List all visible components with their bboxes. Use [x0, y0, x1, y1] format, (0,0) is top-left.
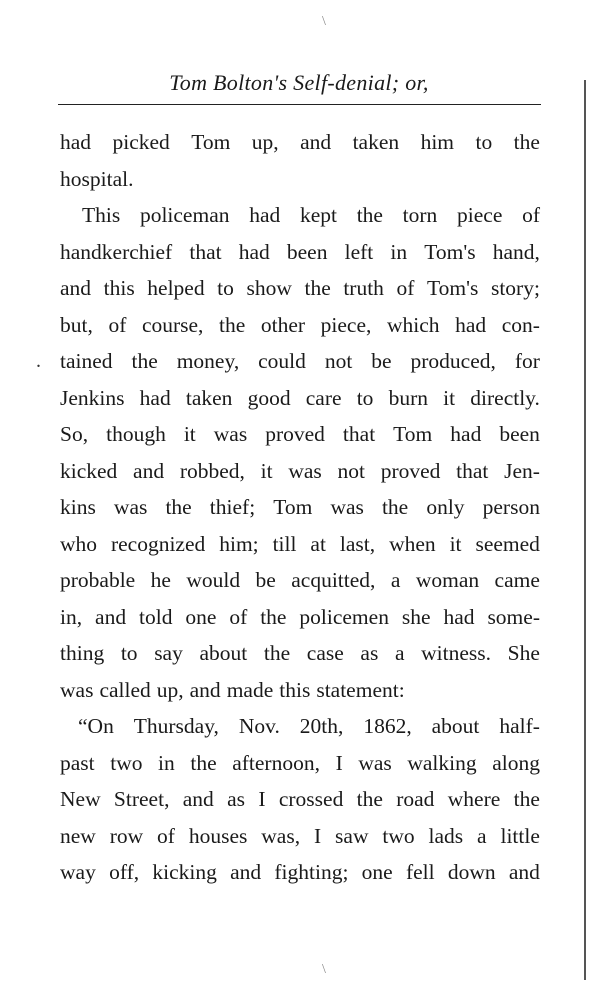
- word: person: [482, 495, 540, 519]
- word: a: [477, 823, 487, 848]
- text-line: [60, 489, 540, 526]
- word: I: [335, 750, 343, 775]
- word: she: [401, 604, 431, 629]
- word: other: [260, 312, 306, 337]
- word: when: [389, 531, 436, 556]
- word: this: [279, 677, 311, 702]
- word: Tom: [273, 495, 313, 519]
- word: could: [258, 349, 306, 373]
- word: had: [249, 203, 281, 227]
- bottom-margin-mark: \: [322, 962, 326, 977]
- word: burn: [388, 385, 428, 410]
- word: probable: [60, 568, 136, 592]
- text-line: [60, 380, 540, 417]
- text-line: [60, 818, 540, 855]
- word: woman: [415, 568, 480, 592]
- word: seemed: [475, 531, 540, 556]
- text-line: [60, 453, 540, 490]
- word: good: [247, 385, 291, 410]
- word: would: [186, 568, 241, 592]
- word: 20th,: [299, 714, 344, 738]
- word: witness.: [421, 641, 492, 665]
- word: kicked: [60, 458, 118, 483]
- word: to: [356, 385, 374, 410]
- word: way: [60, 860, 96, 884]
- word: about: [199, 641, 248, 665]
- text-line: [60, 854, 540, 891]
- word: in: [390, 239, 408, 264]
- left-margin-dot: .: [36, 350, 41, 372]
- word: to: [475, 130, 493, 154]
- word: which: [386, 312, 440, 337]
- word: row: [109, 823, 144, 848]
- word: had: [450, 422, 482, 446]
- word: and: [230, 860, 262, 884]
- word: robbed,: [179, 458, 245, 483]
- word: half-: [499, 714, 540, 738]
- word: as: [360, 641, 379, 665]
- word: saw: [335, 823, 369, 848]
- word: last,: [339, 531, 376, 556]
- word: recognized: [110, 531, 206, 556]
- word: the: [513, 130, 540, 154]
- word: about: [431, 714, 480, 738]
- word: him;: [219, 531, 259, 556]
- word: had: [60, 130, 92, 154]
- word: of: [522, 203, 540, 227]
- word: “On: [78, 714, 114, 738]
- word: course,: [141, 312, 204, 337]
- word: and: [133, 458, 165, 483]
- word: not: [324, 349, 353, 373]
- word: it: [449, 531, 462, 556]
- word: to: [120, 641, 138, 665]
- text-line: [60, 416, 540, 453]
- word: show: [246, 276, 292, 300]
- word: at: [310, 531, 326, 556]
- word: thief;: [209, 495, 256, 519]
- word: care: [305, 385, 342, 410]
- word: up,: [156, 677, 184, 702]
- word: the: [356, 787, 383, 811]
- word: the: [356, 203, 383, 227]
- word: to: [217, 276, 234, 300]
- word: down: [447, 860, 496, 884]
- word: made: [226, 677, 274, 702]
- word: came: [494, 568, 540, 592]
- word: but,: [60, 312, 93, 337]
- word: some-: [487, 604, 540, 629]
- word: the: [263, 641, 291, 665]
- word: and: [95, 604, 127, 629]
- header-rule: [58, 104, 541, 105]
- word: taken: [185, 385, 233, 410]
- word: was: [288, 458, 322, 483]
- word: been: [286, 239, 328, 264]
- word: hand,: [492, 239, 540, 264]
- word: was: [330, 495, 364, 519]
- word: up,: [251, 130, 279, 154]
- word: one: [185, 604, 217, 629]
- word: the: [513, 787, 540, 811]
- word: a: [394, 641, 405, 665]
- text-line: [60, 161, 540, 198]
- word: two: [110, 750, 143, 775]
- word: that: [456, 458, 489, 483]
- word: one: [361, 860, 393, 884]
- word: only: [426, 495, 465, 519]
- word: proved: [265, 422, 325, 446]
- word: This: [82, 203, 121, 227]
- word: along: [492, 750, 540, 775]
- word: crossed: [278, 787, 344, 811]
- word: not: [337, 458, 365, 483]
- word: was: [213, 422, 248, 446]
- word: little: [500, 823, 540, 848]
- word: story;: [490, 276, 540, 300]
- word: So,: [60, 422, 89, 446]
- word: him: [420, 130, 455, 154]
- word: fell: [405, 860, 435, 884]
- word: Jenkins: [60, 385, 125, 410]
- word: kept: [299, 203, 337, 227]
- word: till: [272, 531, 297, 556]
- word: say: [154, 641, 183, 665]
- word: afternoon,: [232, 750, 320, 775]
- word: in: [158, 750, 175, 775]
- word: had: [455, 312, 487, 337]
- word: be: [371, 349, 392, 373]
- word: produced,: [410, 349, 496, 373]
- word: the: [190, 750, 217, 775]
- word: the: [381, 495, 409, 519]
- word: policemen: [299, 604, 389, 629]
- word: was: [113, 495, 148, 519]
- word: it: [443, 385, 456, 410]
- text-line: [60, 234, 540, 271]
- word: thing: [60, 641, 105, 665]
- text-line: [60, 307, 540, 344]
- text-line: [60, 635, 540, 672]
- word: piece,: [320, 312, 372, 337]
- word: road: [396, 787, 435, 811]
- word: though: [106, 422, 166, 446]
- word: left: [344, 239, 374, 264]
- text-line: [60, 197, 540, 234]
- word: tained: [60, 349, 113, 373]
- word: Street,: [113, 787, 170, 811]
- text-line: [60, 781, 540, 818]
- word: hospital.: [60, 166, 134, 191]
- word: and: [182, 787, 214, 811]
- word: was,: [261, 823, 301, 848]
- word: of: [396, 276, 415, 300]
- body-text: [60, 124, 540, 891]
- word: of: [108, 312, 127, 337]
- word: She: [507, 641, 540, 665]
- word: had: [139, 385, 171, 410]
- text-line: [60, 270, 540, 307]
- word: 1862,: [363, 714, 412, 738]
- word: had: [443, 604, 475, 629]
- word: called: [99, 677, 151, 702]
- word: the: [165, 495, 192, 519]
- word: he: [150, 568, 171, 592]
- word: new: [60, 823, 96, 848]
- word: be: [255, 568, 276, 592]
- word: handkerchief: [60, 239, 173, 264]
- word: con-: [501, 312, 540, 337]
- word: piece: [457, 203, 503, 227]
- word: where: [447, 787, 501, 811]
- word: was: [60, 677, 94, 702]
- word: the: [260, 604, 287, 629]
- word: that: [342, 422, 376, 446]
- word: Tom: [393, 422, 433, 446]
- word: Tom's: [427, 276, 479, 300]
- word: kins: [60, 495, 96, 519]
- word: been: [499, 422, 540, 446]
- word: a: [390, 568, 401, 592]
- word: case: [306, 641, 344, 665]
- word: this: [103, 276, 135, 300]
- word: that: [189, 239, 222, 264]
- word: directly.: [470, 385, 540, 410]
- word: walking: [407, 750, 477, 775]
- word: acquitted,: [291, 568, 376, 592]
- word: picked: [112, 130, 170, 154]
- word: off,: [109, 860, 140, 884]
- word: and: [189, 677, 221, 702]
- text-line: [60, 672, 540, 709]
- word: Tom: [191, 130, 231, 154]
- word: past: [60, 750, 95, 775]
- word: truth: [343, 276, 384, 300]
- word: who: [60, 531, 98, 556]
- word: policeman: [139, 203, 230, 227]
- text-line: [60, 745, 540, 782]
- word: taken: [352, 130, 400, 154]
- text-line: [60, 708, 540, 745]
- word: proved: [380, 458, 441, 483]
- word: and: [300, 130, 332, 154]
- word: kicking: [152, 860, 217, 884]
- word: and: [508, 860, 540, 884]
- text-line: [60, 599, 540, 636]
- word: money,: [176, 349, 240, 373]
- word: New: [60, 787, 101, 811]
- word: of: [229, 604, 248, 629]
- word: Nov.: [238, 714, 280, 738]
- word: I: [258, 787, 266, 811]
- word: I: [313, 823, 322, 848]
- word: was: [358, 750, 392, 775]
- word: the: [304, 276, 331, 300]
- text-line: [60, 343, 540, 380]
- word: torn: [402, 203, 438, 227]
- word: the: [219, 312, 246, 337]
- word: had: [238, 239, 270, 264]
- word: two: [382, 823, 415, 848]
- word: told: [139, 604, 173, 629]
- word: statement:: [316, 677, 405, 702]
- top-margin-mark: \: [322, 14, 326, 29]
- word: it: [260, 458, 273, 483]
- word: fighting;: [274, 860, 349, 884]
- word: for: [514, 349, 540, 373]
- word: of: [157, 823, 175, 848]
- word: houses: [188, 823, 248, 848]
- text-line: [60, 526, 540, 563]
- word: Tom's: [424, 239, 476, 264]
- page-edge-line: [584, 80, 586, 980]
- text-line: [60, 562, 540, 599]
- word: it: [183, 422, 196, 446]
- word: lads: [428, 823, 464, 848]
- text-line: [60, 124, 540, 161]
- running-head: Tom Bolton's Self-denial; or,: [169, 70, 429, 95]
- word: Thursday,: [133, 714, 219, 738]
- word: helped: [147, 276, 205, 300]
- word: Jen-: [504, 458, 540, 483]
- word: the: [131, 349, 158, 373]
- word: and: [60, 276, 92, 300]
- word: as: [227, 787, 246, 811]
- word: in,: [60, 604, 83, 629]
